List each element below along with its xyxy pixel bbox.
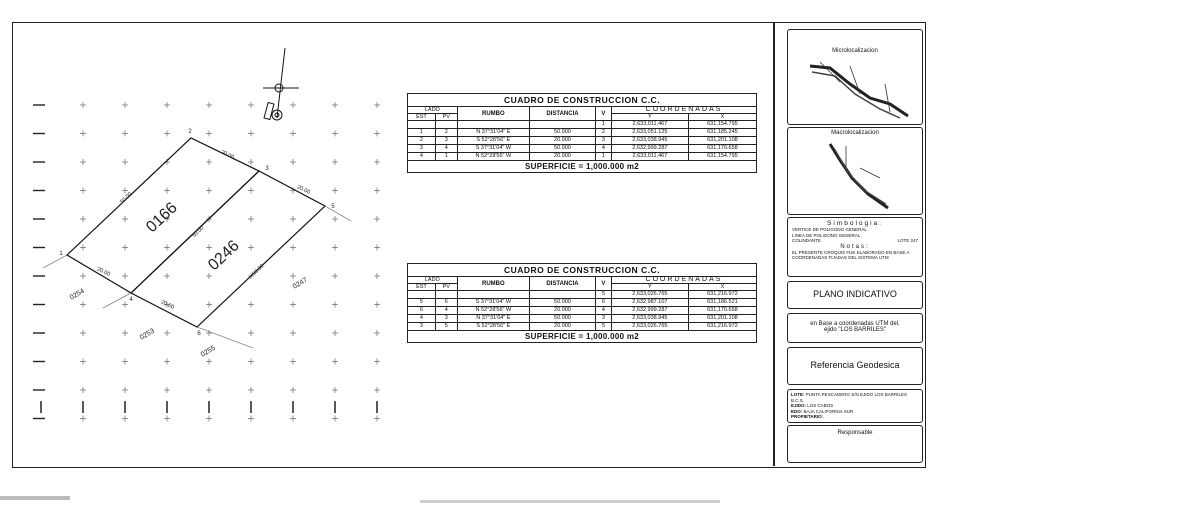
coords-note-1: en Base a coordenadas UTM del, bbox=[810, 321, 900, 327]
grid-mark bbox=[332, 302, 338, 308]
grid-mark bbox=[332, 416, 338, 422]
grid-mark bbox=[374, 416, 380, 422]
table-cell: 1 bbox=[435, 153, 457, 161]
micro-label: Microlocalizacion bbox=[832, 48, 878, 54]
macro-label: Macrolocalizacion bbox=[831, 130, 879, 136]
grid-mark bbox=[80, 416, 86, 422]
grid-mark bbox=[80, 131, 86, 137]
grid-mark bbox=[332, 245, 338, 251]
table-cell: 1 bbox=[408, 129, 436, 137]
plan-drawing bbox=[13, 23, 773, 466]
table-cell: 1 bbox=[595, 153, 611, 161]
referencia-panel bbox=[787, 347, 923, 385]
table-row bbox=[408, 153, 757, 161]
table-cell: 2,633,011.467 bbox=[611, 121, 688, 129]
dimension-label: 20.00 bbox=[295, 184, 311, 196]
table-cell: 3 bbox=[408, 145, 436, 153]
vertex-label: 2 bbox=[188, 129, 192, 135]
grid-mark bbox=[122, 359, 128, 365]
grid-mark bbox=[332, 359, 338, 365]
north-arrow-icon bbox=[263, 48, 299, 120]
table-cell: 5 bbox=[435, 323, 457, 331]
lot-label: 0254 bbox=[68, 287, 86, 302]
grid-mark bbox=[164, 245, 170, 251]
grid-mark bbox=[164, 387, 170, 393]
table-cell: 631,201.108 bbox=[688, 315, 756, 323]
table1-title: CUADRO DE CONSTRUCCION C.C. bbox=[408, 94, 757, 107]
notas-label: Notas: bbox=[840, 243, 870, 250]
dimension-label: 20.00 bbox=[95, 266, 111, 278]
lot-label: 0255 bbox=[199, 344, 217, 359]
table-cell: 2,632,987.107 bbox=[611, 299, 688, 307]
table2-y-header: Y bbox=[611, 284, 688, 291]
grid-mark bbox=[332, 159, 338, 165]
dimension-label: 50.00 bbox=[119, 191, 134, 206]
table-cell: N 37°31'04" E bbox=[457, 315, 529, 323]
grid-mark bbox=[248, 188, 254, 194]
grid-mark bbox=[206, 102, 212, 108]
symbol-3: COLINDANTE bbox=[792, 238, 822, 243]
table-cell: 4 bbox=[408, 315, 436, 323]
grid-mark bbox=[80, 245, 86, 251]
vertex-label: 3 bbox=[265, 166, 269, 172]
parcel-label: 0246 bbox=[205, 237, 243, 275]
coords-note-panel bbox=[787, 313, 923, 343]
drawing-area bbox=[13, 23, 775, 466]
grid-mark bbox=[80, 359, 86, 365]
grid-mark bbox=[122, 387, 128, 393]
grid-mark bbox=[248, 159, 254, 165]
table1-y-header: Y bbox=[611, 114, 688, 121]
grid-mark bbox=[206, 359, 212, 365]
table-cell: 2 bbox=[435, 129, 457, 137]
grid-mark bbox=[206, 273, 212, 279]
grid-mark bbox=[164, 330, 170, 336]
table-cell: 3 bbox=[595, 137, 611, 145]
edo-value: BAJA CALIFORNIA SUR bbox=[803, 408, 854, 414]
table-row bbox=[408, 121, 757, 129]
table-cell: 2 bbox=[595, 129, 611, 137]
table-cell: 631,216.972 bbox=[688, 291, 756, 299]
grid-mark bbox=[332, 188, 338, 194]
table1-lado: LADO bbox=[408, 107, 458, 114]
table-row bbox=[408, 315, 757, 323]
grid-mark bbox=[122, 131, 128, 137]
table1-rumbo-header: RUMBO bbox=[457, 107, 529, 121]
lote-value: PUNTA PESCADERO S/N EJIDO LOS BARRILES B.C.S. bbox=[791, 392, 907, 403]
grid-mark bbox=[290, 131, 296, 137]
table-cell: 3 bbox=[435, 315, 457, 323]
table-cell: 20.000 bbox=[529, 137, 595, 145]
grid-mark bbox=[206, 387, 212, 393]
grid-mark bbox=[290, 273, 296, 279]
dimension-label: 50.00 bbox=[191, 225, 206, 240]
table-cell: N 52°28'56" W bbox=[457, 153, 529, 161]
grid-mark bbox=[290, 387, 296, 393]
title-block bbox=[775, 25, 923, 465]
table-row bbox=[408, 129, 757, 137]
grid-mark bbox=[248, 330, 254, 336]
vertex-label: 6 bbox=[197, 331, 201, 337]
scan-edge bbox=[420, 500, 720, 503]
table-cell: 20.000 bbox=[529, 307, 595, 315]
plano-panel bbox=[787, 281, 923, 309]
table1-distancia-header: DISTANCIA bbox=[529, 107, 595, 121]
grid-mark bbox=[80, 273, 86, 279]
grid-mark bbox=[206, 245, 212, 251]
table2-pv-header: PV bbox=[435, 284, 457, 291]
dimension-label: 50.00 bbox=[251, 263, 266, 278]
table-cell: 631,186.521 bbox=[688, 299, 756, 307]
grid-mark bbox=[374, 245, 380, 251]
table-row bbox=[408, 137, 757, 145]
vertex-label: 1 bbox=[59, 251, 63, 257]
table1-pv-header: PV bbox=[435, 114, 457, 121]
table1-v-header: V bbox=[595, 107, 611, 121]
grid-mark bbox=[122, 216, 128, 222]
grid-mark bbox=[80, 188, 86, 194]
table-cell: 2,633,026.765 bbox=[611, 323, 688, 331]
grid-mark bbox=[290, 330, 296, 336]
grid-mark bbox=[122, 330, 128, 336]
grid-mark bbox=[206, 416, 212, 422]
ejido-value: LOS CABOS bbox=[807, 403, 834, 408]
grid-mark bbox=[248, 245, 254, 251]
grid-mark bbox=[332, 273, 338, 279]
grid-mark bbox=[290, 102, 296, 108]
table-cell: 631,185.245 bbox=[688, 129, 756, 137]
table2-distancia-header: DISTANCIA bbox=[529, 277, 595, 291]
lote-label: LOTE: bbox=[791, 392, 805, 397]
table2-rumbo-header: RUMBO bbox=[457, 277, 529, 291]
table-cell: 4 bbox=[435, 145, 457, 153]
table-row bbox=[408, 307, 757, 315]
macro-map-icon bbox=[790, 138, 922, 214]
table-cell: 3 bbox=[435, 137, 457, 145]
table-cell: 631,154.795 bbox=[688, 121, 756, 129]
table2-v-header: V bbox=[595, 277, 611, 291]
table-cell: 4 bbox=[408, 153, 436, 161]
table-cell: S 37°31'04" W bbox=[457, 145, 529, 153]
table-cell: S 52°28'56" E bbox=[457, 137, 529, 145]
grid-mark bbox=[374, 102, 380, 108]
table-cell: 50.000 bbox=[529, 129, 595, 137]
table2-lado: LADO bbox=[408, 277, 458, 284]
grid-mark bbox=[164, 188, 170, 194]
table-cell: S 37°31'04" W bbox=[457, 299, 529, 307]
responsable-panel bbox=[787, 425, 923, 463]
table-cell: 631,170.658 bbox=[688, 145, 756, 153]
grid-mark bbox=[164, 131, 170, 137]
table-cell: N 52°28'56" W bbox=[457, 307, 529, 315]
table-cell: N 37°31'04" E bbox=[457, 129, 529, 137]
grid-mark bbox=[290, 359, 296, 365]
referencia-title: Referencia Geodesica bbox=[810, 360, 900, 370]
grid-mark bbox=[248, 216, 254, 222]
grid-mark bbox=[374, 330, 380, 336]
table1-coordenadas-header: COORDENADAS bbox=[611, 107, 756, 114]
grid-mark bbox=[332, 387, 338, 393]
table2-title: CUADRO DE CONSTRUCCION C.C. bbox=[408, 264, 757, 277]
grid-mark bbox=[374, 359, 380, 365]
table-cell: 50.000 bbox=[529, 145, 595, 153]
construction-table-1 bbox=[407, 93, 757, 173]
vertex-label: 5 bbox=[331, 204, 335, 210]
grid-mark bbox=[80, 159, 86, 165]
grid-mark bbox=[332, 102, 338, 108]
micro-map-icon bbox=[790, 54, 922, 124]
grid-mark bbox=[206, 302, 212, 308]
table-cell: 631,154.795 bbox=[688, 153, 756, 161]
grid-mark bbox=[206, 131, 212, 137]
grid-mark bbox=[122, 273, 128, 279]
table1-superficie: SUPERFICIE = 1,000.000 m2 bbox=[408, 161, 757, 173]
grid-mark bbox=[206, 188, 212, 194]
coords-note-2: ejido "LOS BARRILES" bbox=[824, 327, 886, 333]
table-cell: 4 bbox=[595, 307, 611, 315]
dimension-label: 20.00 bbox=[219, 149, 235, 161]
table-cell: 5 bbox=[595, 291, 611, 299]
grid-mark bbox=[80, 330, 86, 336]
grid-mark bbox=[248, 359, 254, 365]
plano-title: PLANO INDICATIVO bbox=[813, 289, 897, 299]
table-row bbox=[408, 299, 757, 307]
grid-mark bbox=[80, 387, 86, 393]
table-cell: 50.000 bbox=[529, 315, 595, 323]
grid-mark bbox=[80, 302, 86, 308]
grid-mark bbox=[164, 273, 170, 279]
edo-label: EDO: bbox=[791, 408, 803, 414]
table-cell: 2,633,038.945 bbox=[611, 137, 688, 145]
lot-label: 0253 bbox=[138, 327, 156, 342]
grid-mark bbox=[164, 416, 170, 422]
grid-mark bbox=[206, 159, 212, 165]
table-cell: 3 bbox=[595, 315, 611, 323]
grid-mark bbox=[374, 216, 380, 222]
grid-mark bbox=[374, 188, 380, 194]
scan-edge bbox=[0, 496, 70, 500]
parcel-label: 0166 bbox=[143, 199, 181, 237]
construction-table-2 bbox=[407, 263, 757, 343]
macrolocalizacion-panel bbox=[787, 127, 923, 215]
vertex-label: 4 bbox=[129, 297, 133, 303]
table1-x-header: X bbox=[688, 114, 756, 121]
grid-mark bbox=[290, 302, 296, 308]
table-cell: 2,632,999.287 bbox=[611, 145, 688, 153]
table-cell: 2,633,011.467 bbox=[611, 153, 688, 161]
table1-est-header: EST bbox=[408, 114, 436, 121]
plan-sheet bbox=[12, 22, 926, 468]
responsable-label: Responsable bbox=[837, 430, 873, 436]
table-cell: 50.000 bbox=[529, 299, 595, 307]
simbologia-label: Simbologia: bbox=[827, 220, 883, 227]
table-cell: 2,633,051.125 bbox=[611, 129, 688, 137]
grid-mark bbox=[248, 416, 254, 422]
table-cell: 6 bbox=[408, 307, 436, 315]
grid-mark bbox=[290, 245, 296, 251]
propietario-label: PROPIETARIO: bbox=[791, 414, 824, 419]
table2-superficie: SUPERFICIE = 1,000.000 m2 bbox=[408, 331, 757, 343]
ejido-label: EJIDO: bbox=[791, 403, 807, 408]
symbol-2: LINEA DE POLIGONO GENERAL bbox=[792, 232, 861, 238]
nota-text: EL PRESENTE CROQUIS FUE ELABORADO EN BASE A COORDENADAS FIJADAS DEL SISTEMA UTM bbox=[792, 249, 910, 260]
grid-mark bbox=[122, 102, 128, 108]
table2-coordenadas-header: COORDENADAS bbox=[611, 277, 756, 284]
grid-mark bbox=[122, 302, 128, 308]
table-cell: 6 bbox=[595, 299, 611, 307]
grid-mark bbox=[374, 159, 380, 165]
grid-mark bbox=[374, 387, 380, 393]
grid-mark bbox=[248, 387, 254, 393]
grid-mark bbox=[248, 102, 254, 108]
grid-mark bbox=[332, 131, 338, 137]
table-cell: 4 bbox=[595, 145, 611, 153]
grid-mark bbox=[290, 159, 296, 165]
lot-label: 0247 bbox=[291, 276, 309, 291]
symbol-3-value: LOTE 247 bbox=[897, 238, 918, 243]
grid-mark bbox=[290, 216, 296, 222]
table-cell: 5 bbox=[595, 323, 611, 331]
info-panel bbox=[787, 389, 923, 423]
grid-mark bbox=[164, 102, 170, 108]
dimension-label: 20.00 bbox=[159, 299, 175, 311]
table2-x-header: X bbox=[688, 284, 756, 291]
grid-mark bbox=[122, 416, 128, 422]
grid-mark bbox=[374, 302, 380, 308]
grid-mark bbox=[332, 330, 338, 336]
table-cell: 2,633,038.945 bbox=[611, 315, 688, 323]
table-cell: S 52°28'56" E bbox=[457, 323, 529, 331]
grid-mark bbox=[248, 131, 254, 137]
grid-mark bbox=[248, 302, 254, 308]
symbol-1: VERTICE DE POLIGONO GENERAL bbox=[792, 227, 867, 232]
table-row bbox=[408, 145, 757, 153]
table-row bbox=[408, 323, 757, 331]
grid-mark bbox=[332, 216, 338, 222]
table-cell: 6 bbox=[435, 299, 457, 307]
microlocalizacion-panel bbox=[787, 29, 923, 125]
table-cell: 631,170.658 bbox=[688, 307, 756, 315]
table-row bbox=[408, 291, 757, 299]
table-cell: 3 bbox=[408, 323, 436, 331]
table-cell: 20.000 bbox=[529, 153, 595, 161]
grid-mark bbox=[374, 131, 380, 137]
grid-mark bbox=[290, 416, 296, 422]
table-cell: 5 bbox=[408, 299, 436, 307]
table-cell: 631,216.972 bbox=[688, 323, 756, 331]
simbologia-panel bbox=[787, 217, 923, 277]
grid-mark bbox=[80, 216, 86, 222]
table-cell: 2 bbox=[408, 137, 436, 145]
table-cell: 20.000 bbox=[529, 323, 595, 331]
table-cell: 2,633,026.765 bbox=[611, 291, 688, 299]
grid-mark bbox=[374, 273, 380, 279]
table-cell: 4 bbox=[435, 307, 457, 315]
grid-mark bbox=[164, 359, 170, 365]
table-cell: 631,201.108 bbox=[688, 137, 756, 145]
grid-mark bbox=[122, 245, 128, 251]
table-cell: 2,632,999.287 bbox=[611, 307, 688, 315]
grid-mark bbox=[122, 159, 128, 165]
table2-est-header: EST bbox=[408, 284, 436, 291]
table-cell: 1 bbox=[595, 121, 611, 129]
grid-mark bbox=[80, 102, 86, 108]
